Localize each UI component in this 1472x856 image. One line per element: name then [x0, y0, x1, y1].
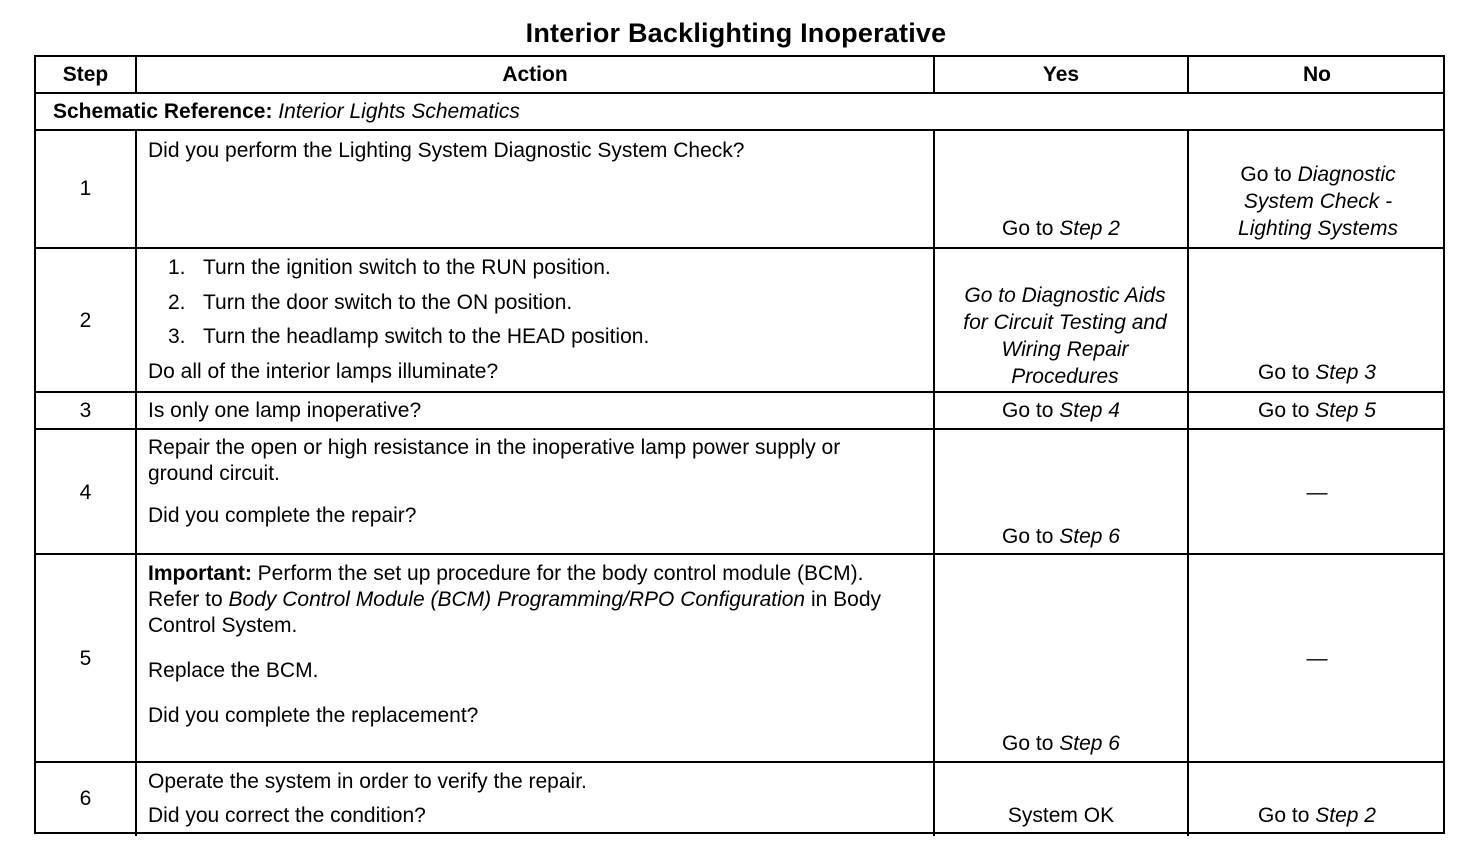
action-text: Operate the system in order to verify the repair. — [148, 770, 587, 793]
action-question: Did you complete the repair? — [148, 504, 417, 527]
step-number: 6 — [79, 787, 92, 810]
no-step-link[interactable]: Step 2 — [1315, 804, 1376, 827]
no-prefix: Go to — [1258, 804, 1310, 827]
action-question: Did you complete the replacement? — [148, 704, 479, 727]
action-body: Perform the set up procedure for the body control module (BCM). Refer to — [148, 562, 864, 611]
no-result — [1218, 161, 1418, 242]
header-yes: Yes — [1042, 63, 1080, 86]
rule — [36, 761, 1443, 763]
no-step-link[interactable]: Step 3 — [1315, 361, 1376, 384]
rule — [135, 129, 137, 836]
action-text: Is only one lamp inoperative? — [148, 399, 422, 422]
yes-step-link[interactable]: Step 6 — [1059, 525, 1120, 548]
yes-result: System OK — [1007, 804, 1115, 827]
yes-prefix: Go to — [1002, 217, 1054, 240]
yes-result — [935, 215, 1187, 242]
no-result: — — [1306, 481, 1328, 504]
step-number: 1 — [79, 177, 92, 200]
action-text — [148, 561, 908, 639]
rule — [36, 129, 1443, 131]
action-question: Do all of the interior lamps illuminate? — [148, 360, 499, 383]
action-body: in Body Control System. — [148, 588, 881, 637]
header-action: Action — [502, 63, 568, 86]
yes-prefix: Go to — [1002, 399, 1054, 422]
action-step: Turn the ignition switch to the RUN position. — [203, 256, 611, 279]
important-label: Important: — [148, 562, 252, 585]
header-no: No — [1303, 63, 1331, 86]
page-title: Interior Backlighting Inoperative — [525, 18, 947, 48]
no-step-link[interactable]: Diagnostic System Check - Lighting Systems — [1238, 163, 1398, 240]
step-number: 2 — [79, 309, 92, 332]
yes-prefix: Go to — [1002, 525, 1054, 548]
no-result: — — [1306, 647, 1328, 670]
yes-result — [935, 397, 1187, 424]
no-prefix: Go to — [1240, 163, 1292, 186]
no-result — [1189, 397, 1445, 424]
action-text: Did you perform the Lighting System Diagnostic System Check? — [148, 139, 745, 162]
action-step: Turn the door switch to the ON position. — [203, 291, 573, 314]
schematic-reference — [53, 98, 1423, 125]
rule — [36, 391, 1443, 393]
diagnostic-table — [34, 55, 1445, 834]
no-result — [1189, 359, 1445, 386]
rule — [36, 247, 1443, 249]
no-result — [1189, 802, 1445, 829]
rule — [36, 92, 1443, 94]
yes-step-link[interactable]: Step 2 — [1059, 217, 1120, 240]
no-prefix: Go to — [1258, 361, 1310, 384]
yes-step-link[interactable]: Step 4 — [1059, 399, 1120, 422]
header-step: Step — [62, 63, 109, 86]
yes-result — [950, 282, 1180, 390]
action-question: Did you correct the condition? — [148, 804, 426, 827]
no-prefix: Go to — [1258, 399, 1310, 422]
yes-step-link[interactable]: Step 6 — [1059, 732, 1120, 755]
list-number: 1. — [168, 256, 186, 279]
list-number: 2. — [168, 291, 186, 314]
schematic-link[interactable]: Interior Lights Schematics — [278, 100, 520, 123]
action-text: Repair the open or high resistance in the inoperative lamp power supply or ground circuit. — [148, 436, 841, 485]
rule — [36, 428, 1443, 430]
yes-result — [935, 730, 1187, 757]
bcm-programming-link[interactable]: Body Control Module (BCM) Programming/RPO Configuration — [228, 588, 806, 611]
list-number: 3. — [168, 325, 186, 348]
action-step: Replace the BCM. — [148, 659, 319, 682]
schematic-label: Schematic Reference: — [53, 100, 273, 123]
yes-step-link[interactable]: Go to Diagnostic Aids for Circuit Testing and Wiring Repair Procedures — [963, 284, 1167, 388]
yes-result — [935, 523, 1187, 550]
step-number: 5 — [79, 647, 92, 670]
step-number: 4 — [79, 481, 92, 504]
yes-prefix: Go to — [1002, 732, 1054, 755]
step-number: 3 — [79, 399, 92, 422]
action-step: Turn the headlamp switch to the HEAD position. — [203, 325, 650, 348]
rule — [36, 553, 1443, 555]
no-step-link[interactable]: Step 5 — [1315, 399, 1376, 422]
